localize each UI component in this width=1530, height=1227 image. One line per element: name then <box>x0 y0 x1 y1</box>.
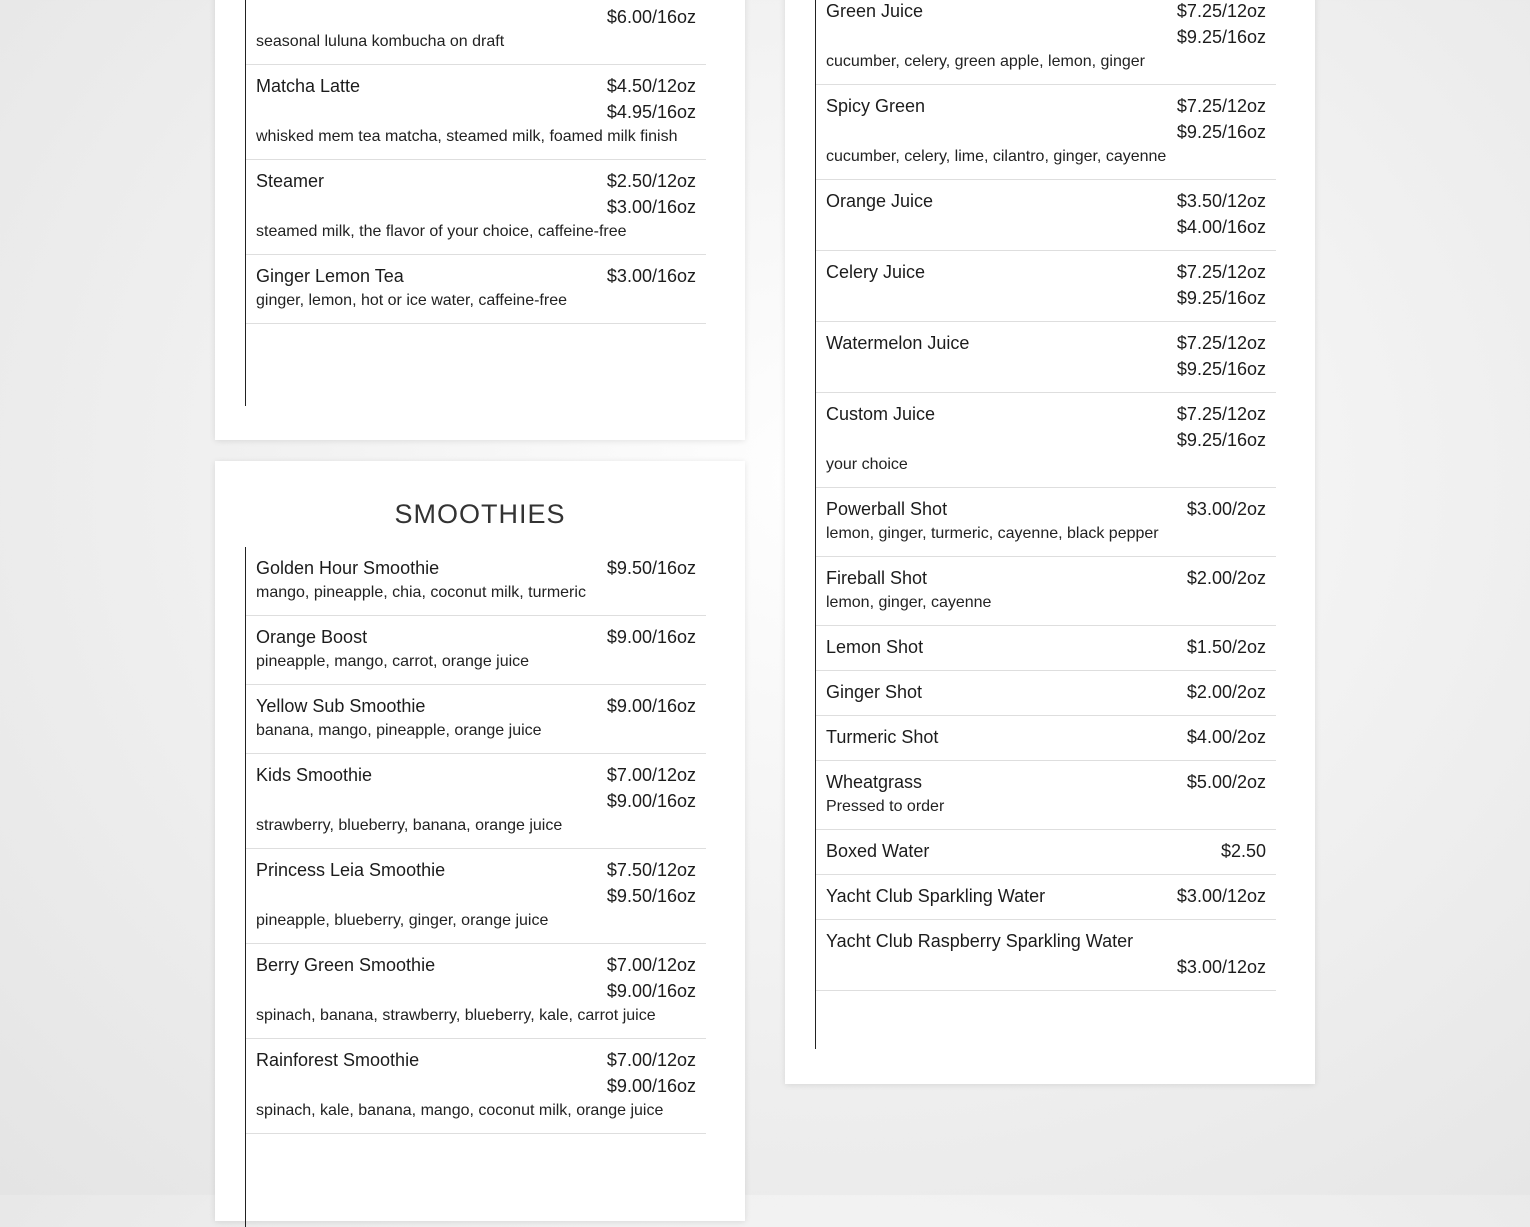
menu-item-prices <box>1187 679 1266 705</box>
menu-item-name: Ginger Shot <box>826 682 923 702</box>
menu-item-price: $9.25/16oz <box>1176 122 1266 142</box>
menu-item-price: $2.00/2oz <box>1186 568 1266 588</box>
menu-item-prices <box>607 263 696 289</box>
menu-item-prices <box>1187 634 1266 660</box>
menu-item-name: Golden Hour Smoothie <box>256 558 440 578</box>
menu-item-description: steamed milk, the flavor of your choice, caffeine-free <box>256 223 627 240</box>
menu-item-name: Rainforest Smoothie <box>256 1050 420 1070</box>
menu-item-rainforest-smoothie <box>246 1039 706 1134</box>
menu-item-price: $3.00/2oz <box>1186 499 1266 519</box>
menu-item-custom-juice <box>816 393 1276 488</box>
menu-item-name: Orange Juice <box>826 191 934 211</box>
menu-items-smoothies <box>245 547 706 1227</box>
menu-item-princess-leia-smoothie <box>246 849 706 944</box>
menu-item-prices <box>607 952 696 1004</box>
menu-item-luluna-draft <box>246 0 706 65</box>
menu-item-prices <box>1177 883 1266 909</box>
menu-item-price: $4.95/16oz <box>606 102 696 122</box>
menu-item-name: Spicy Green <box>826 96 926 116</box>
menu-item-price: $9.50/16oz <box>606 886 696 906</box>
menu-item-prices <box>607 168 696 220</box>
menu-item-price: $7.25/12oz <box>1176 262 1266 282</box>
menu-items-drinks <box>245 0 706 406</box>
menu-item-price: $2.50 <box>1220 841 1266 861</box>
menu-item-price: $7.25/12oz <box>1176 333 1266 353</box>
menu-card-juices <box>785 0 1315 1084</box>
section-title-smoothies: SMOOTHIES <box>394 499 566 529</box>
menu-item-prices <box>1187 724 1266 750</box>
menu-item-description: cucumber, celery, green apple, lemon, ginger <box>826 53 1145 70</box>
menu-item-prices <box>1221 838 1266 864</box>
menu-item-berry-green-smoothie <box>246 944 706 1039</box>
menu-item-matcha-latte <box>246 65 706 160</box>
menu-item-description: Pressed to order <box>826 798 945 815</box>
menu-item-name: Turmeric Shot <box>826 727 939 747</box>
menu-item-prices <box>607 762 696 814</box>
menu-item-price: $7.50/12oz <box>606 860 696 880</box>
menu-item-prices <box>1187 769 1266 795</box>
menu-item-price: $9.50/16oz <box>606 558 696 578</box>
menu-item-price: $3.50/12oz <box>1176 191 1266 211</box>
menu-item-prices <box>1187 496 1266 522</box>
menu-item-price: $7.25/12oz <box>1176 1 1266 21</box>
menu-item-wheatgrass <box>816 761 1276 830</box>
menu-item-description: pineapple, mango, carrot, orange juice <box>256 653 530 670</box>
menu-item-price: $9.00/16oz <box>606 1076 696 1096</box>
menu-item-name: Orange Boost <box>256 627 368 647</box>
menu-item-price: $3.00/12oz <box>1176 957 1266 977</box>
menu-item-prices <box>607 693 696 719</box>
menu-item-price: $9.25/16oz <box>1176 27 1266 47</box>
menu-item-name: Ginger Lemon Tea <box>256 266 404 286</box>
menu-item-name: Yellow Sub Smoothie <box>256 696 426 716</box>
menu-item-prices <box>1187 565 1266 591</box>
menu-item-price: $3.00/12oz <box>1176 886 1266 906</box>
menu-item-name: Princess Leia Smoothie <box>256 860 446 880</box>
menu-item-orange-juice <box>816 180 1276 251</box>
menu-item-prices <box>826 954 1266 980</box>
menu-item-prices <box>607 1047 696 1099</box>
menu-item-price: $4.00/2oz <box>1186 727 1266 747</box>
menu-item-name: Lemon Shot <box>826 637 924 657</box>
menu-item-golden-hour-smoothie <box>246 547 706 616</box>
menu-item-ginger-shot <box>816 671 1276 716</box>
menu-item-prices <box>1177 0 1266 50</box>
menu-item-price: $9.00/16oz <box>606 981 696 1001</box>
menu-item-description: strawberry, blueberry, banana, orange juice <box>256 817 563 834</box>
menu-item-celery-juice <box>816 251 1276 322</box>
menu-item-description: whisked mem tea matcha, steamed milk, foamed milk finish <box>256 128 678 145</box>
menu-card-smoothies <box>215 461 745 1221</box>
menu-item-prices <box>607 73 696 125</box>
menu-item-price: $9.25/16oz <box>1176 288 1266 308</box>
menu-item-price: $4.50/12oz <box>606 76 696 96</box>
menu-item-price: $2.00/2oz <box>1186 682 1266 702</box>
menu-item-name: Powerball Shot <box>826 499 948 519</box>
menu-item-prices <box>1177 401 1266 453</box>
menu-item-watermelon-juice <box>816 322 1276 393</box>
menu-item-prices <box>1177 188 1266 240</box>
menu-item-name: Yacht Club Sparkling Water <box>826 886 1046 906</box>
menu-item-prices <box>1177 330 1266 382</box>
menu-item-description: lemon, ginger, turmeric, cayenne, black pepper <box>826 525 1159 542</box>
menu-item-prices <box>607 0 696 30</box>
menu-item-prices <box>607 555 696 581</box>
menu-item-name: Celery Juice <box>826 262 926 282</box>
menu-item-turmeric-shot <box>816 716 1276 761</box>
menu-item-price: $5.00/2oz <box>1186 772 1266 792</box>
menu-item-description: banana, mango, pineapple, orange juice <box>256 722 542 739</box>
menu-item-price: $9.25/16oz <box>1176 359 1266 379</box>
menu-item-steamer <box>246 160 706 255</box>
menu-item-description: spinach, kale, banana, mango, coconut milk, orange juice <box>256 1102 664 1119</box>
menu-item-boxed-water <box>816 830 1276 875</box>
menu-item-prices <box>1177 93 1266 145</box>
menu-item-prices <box>607 624 696 650</box>
menu-item-prices <box>1177 259 1266 311</box>
menu-item-name: Yacht Club Raspberry Sparkling Water <box>826 931 1134 951</box>
menu-item-yacht-club-sparkling-water <box>816 875 1276 920</box>
menu-item-lemon-shot <box>816 626 1276 671</box>
menu-item-description: mango, pineapple, chia, coconut milk, turmeric <box>256 584 586 601</box>
menu-item-name: Berry Green Smoothie <box>256 955 436 975</box>
menu-item-price: $7.00/12oz <box>606 1050 696 1070</box>
menu-item-yellow-sub-smoothie <box>246 685 706 754</box>
menu-item-price: $9.00/16oz <box>606 791 696 811</box>
menu-item-description: ginger, lemon, hot or ice water, caffeine-free <box>256 292 567 309</box>
menu-item-orange-boost <box>246 616 706 685</box>
menu-item-price: $7.25/12oz <box>1176 404 1266 424</box>
menu-item-price: $4.00/16oz <box>1176 217 1266 237</box>
menu-card-drinks <box>215 0 745 440</box>
menu-item-name: Fireball Shot <box>826 568 928 588</box>
menu-item-price: $2.50/12oz <box>606 171 696 191</box>
menu-item-name: Steamer <box>256 171 325 191</box>
menu-item-price: $9.00/16oz <box>606 627 696 647</box>
menu-item-name: Wheatgrass <box>826 772 923 792</box>
menu-item-name: Matcha Latte <box>256 76 361 96</box>
menu-item-name: Watermelon Juice <box>826 333 970 353</box>
menu-item-price: $9.25/16oz <box>1176 430 1266 450</box>
menu-item-description: seasonal luluna kombucha on draft <box>256 33 505 50</box>
menu-item-name: Custom Juice <box>826 404 936 424</box>
menu-item-ginger-lemon-tea <box>246 255 706 324</box>
menu-item-price: $7.00/12oz <box>606 955 696 975</box>
menu-item-description: pineapple, blueberry, ginger, orange juice <box>256 912 549 929</box>
menu-item-description: spinach, banana, strawberry, blueberry, kale, carrot juice <box>256 1007 656 1024</box>
menu-item-price: $7.25/12oz <box>1176 96 1266 116</box>
menu-item-price: $7.00/12oz <box>606 765 696 785</box>
menu-item-name: Kids Smoothie <box>256 765 373 785</box>
menu-items-juices <box>815 0 1276 1049</box>
menu-item-price: $3.00/16oz <box>606 266 696 286</box>
menu-item-yacht-club-raspberry-sparkling-water <box>816 920 1276 991</box>
menu-item-fireball-shot <box>816 557 1276 626</box>
menu-item-green-juice <box>816 0 1276 85</box>
menu-item-spicy-green <box>816 85 1276 180</box>
menu-item-description: your choice <box>826 456 908 473</box>
menu-item-name: Green Juice <box>826 1 924 21</box>
menu-item-price: $3.00/16oz <box>606 197 696 217</box>
menu-item-description: lemon, ginger, cayenne <box>826 594 992 611</box>
menu-item-price: $1.50/2oz <box>1186 637 1266 657</box>
menu-item-price: $9.00/16oz <box>606 696 696 716</box>
menu-item-name: Boxed Water <box>826 841 930 861</box>
menu-item-price: $6.00/16oz <box>606 7 696 27</box>
menu-item-kids-smoothie <box>246 754 706 849</box>
menu-item-prices <box>607 857 696 909</box>
menu-item-powerball-shot <box>816 488 1276 557</box>
menu-item-description: cucumber, celery, lime, cilantro, ginger, cayenne <box>826 148 1167 165</box>
